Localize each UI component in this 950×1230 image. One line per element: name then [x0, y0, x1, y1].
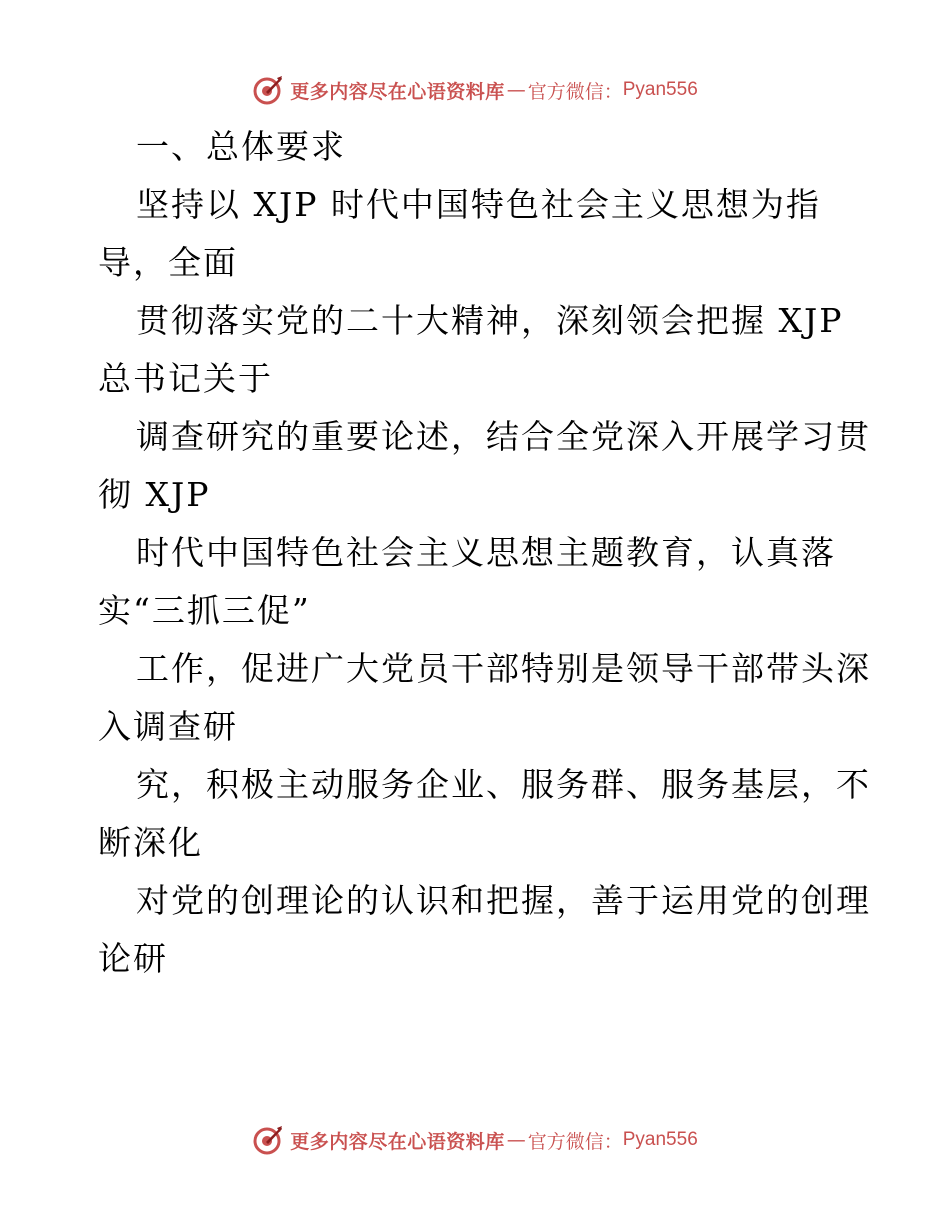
- paragraph-line: 调查研究的重要论述，结合全党深入开展学习贯: [136, 417, 871, 456]
- paragraph-line: 论研: [98, 939, 168, 978]
- paragraph-line: 断深化: [98, 823, 203, 862]
- paragraph-line: 工作，促进广大党员干部特别是领导干部带头深: [136, 649, 871, 688]
- paragraph-line: 贯彻落实党的二十大精神，深刻领会把握 XJP: [136, 301, 844, 340]
- banner-wechat-id: Pyan556: [622, 1129, 698, 1150]
- paragraph-line: 入调查研: [98, 707, 238, 746]
- banner-wechat-label: 官方微信：: [527, 1130, 623, 1153]
- paragraph-line: 究，积极主动服务企业、服务群、服务基层，不: [136, 765, 871, 804]
- footer-watermark-banner: [0, 1120, 950, 1160]
- paragraph-line: 彻 XJP: [98, 475, 211, 514]
- paragraph-line: 导，全面: [98, 243, 238, 282]
- paragraph-line: 实“三抓三促”: [98, 591, 311, 630]
- paragraph-line: 对党的创理论的认识和把握，善于运用党的创理: [136, 881, 871, 920]
- banner-wechat-label: 官方微信：: [527, 80, 623, 103]
- paragraph-line: 坚持以 XJP 时代中国特色社会主义思想为指: [136, 185, 821, 224]
- banner-slogan: 更多内容尽在心语资料库: [290, 80, 505, 103]
- quill-logo-icon: [252, 1124, 284, 1156]
- banner-slogan: 更多内容尽在心语资料库: [290, 1130, 505, 1153]
- quill-logo-icon: [252, 74, 284, 106]
- section-heading: 一、总体要求: [136, 127, 346, 166]
- header-watermark-banner: [0, 70, 950, 110]
- document-body: [98, 118, 871, 988]
- banner-wechat-id: Pyan556: [622, 79, 698, 100]
- paragraph-line: 时代中国特色社会主义思想主题教育，认真落: [136, 533, 836, 572]
- banner-dash: —: [506, 79, 526, 101]
- banner-dash: —: [506, 1129, 526, 1151]
- paragraph-line: 总书记关于: [98, 359, 273, 398]
